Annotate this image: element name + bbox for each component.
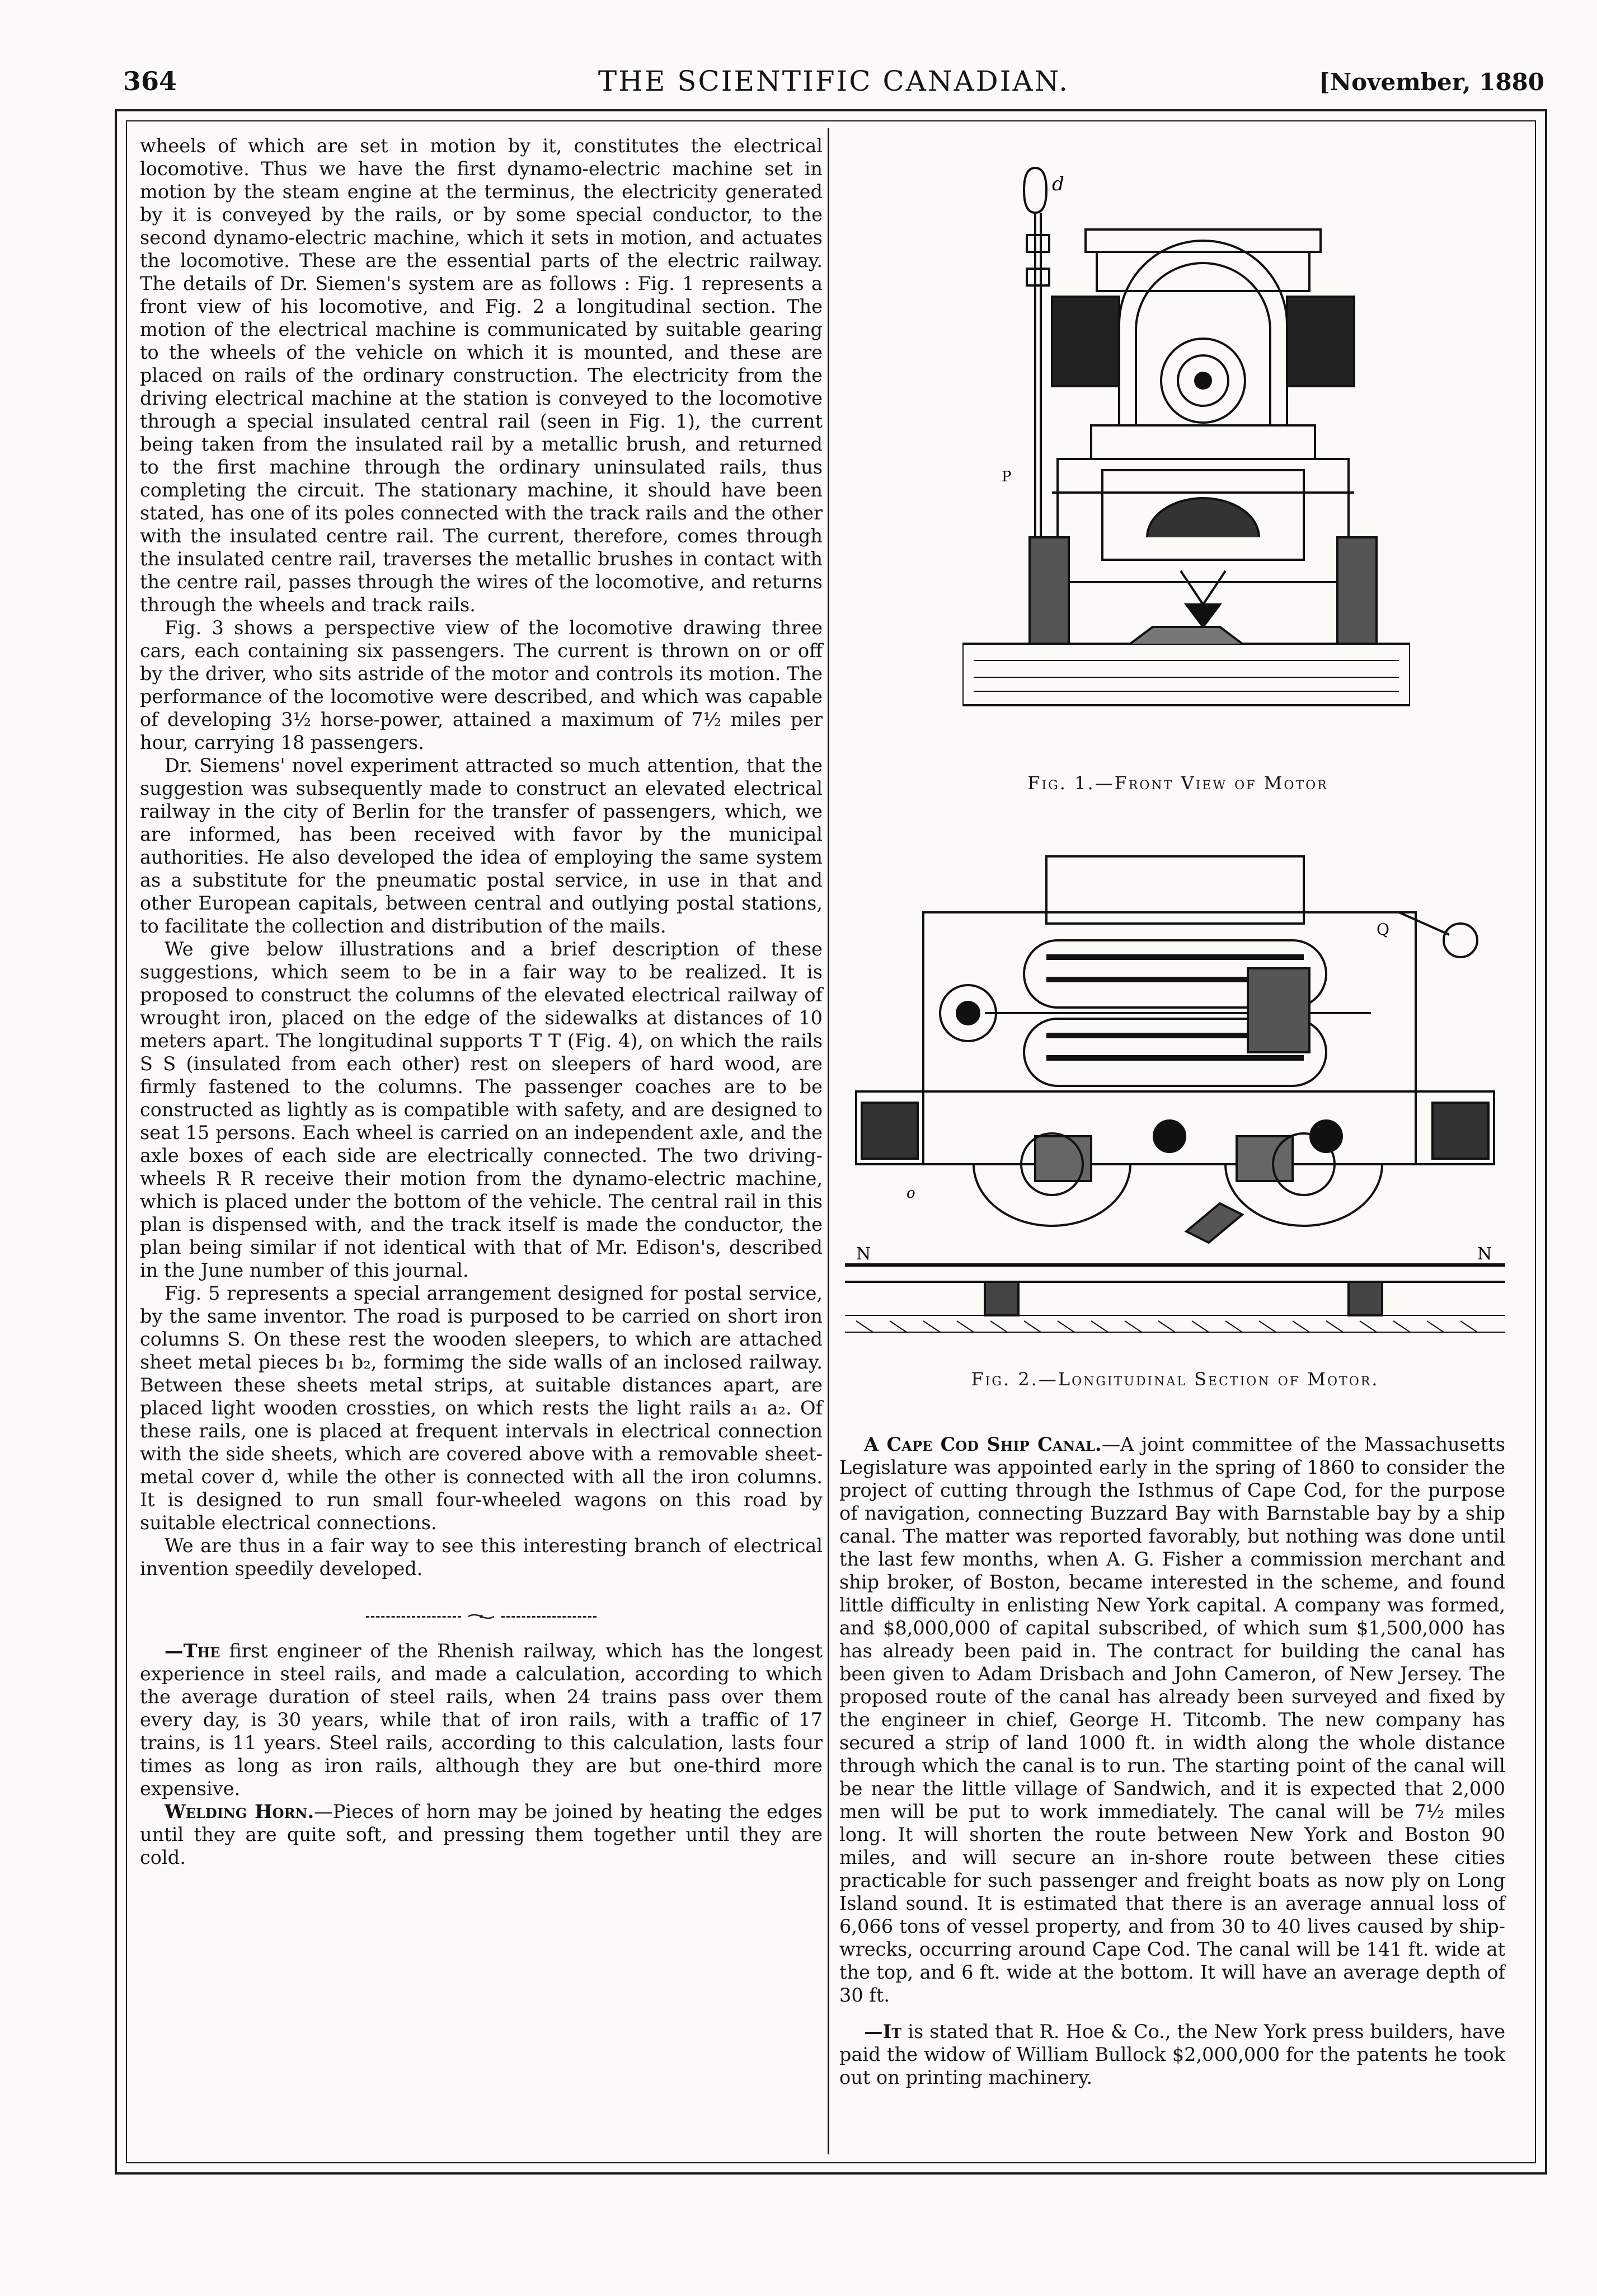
- cape-cod-body: —A joint committee of the Massachusetts Legislature was appointed early in the spring of 1860 to consider the project of cutting through the Isthmus of Cape Cod, for the purpose of navigation, connecting Buzzard Bay with Barnstable bay by a ship canal. The matter was reported favorably, but nothing was done until the last few months, when A. G. Fisher a commission merchant and ship broker, of Boston, became interested in the scheme, and found little difficulty in enlisting New York capital. A company was formed, and $8,000,000 of capital subscribed, of which sum $1,500,000 has has already been paid in. The contract for building the canal has been given to Adam Drisbach and John Cameron, of New Jersey. The proposed route of the canal has already been surveyed and fixed by the engineer in chief, George H. Titcomb. The new company has secured a strip of land 1000 ft. in width along the whole distance through which the canal is to run. The starting point of the canal will be near the little village of Sandwich, and it is expected that 2,000 men will be put to work immediately. The canal will be 7½ miles long. It will shorten the route between New York and Boston 90 miles, and will secure an in-shore route between these cities practicable for such passenger and freight boats as now ply on Long Island sound. It is estimated that there is an average annual loss of 6,066 tons of vessel property, and from 30 to 40 lives caused by ship-wrecks, occurring around Cape Cod. The canal will be 141 ft. wide at the top, and 6 ft. wide at the bottom. It will have an average depth of 30 ft.: [839, 1433, 1505, 2006]
- left-column: [140, 134, 823, 1869]
- fig1-label-p: P: [1002, 468, 1012, 485]
- hoe-lead: —It: [864, 2020, 902, 2042]
- cape-cod-lead: A Cape Cod Ship Canal.: [864, 1433, 1102, 1455]
- figure-1-caption: Fig. 1.—Front View of Motor: [1027, 772, 1328, 794]
- paragraph-postal-service: Fig. 5 represents a special arrangement designed for postal service, by the same inventor. The road is purposed to be carried on short iron columns S. On these rest the wooden sleepers, to which are attached sheet metal pieces b₁ b₂, formimg the side walls of an inclosed railway. Between these sheets metal strips, at suitable distances apart, are placed light wooden crossties, on which rests the light rails a₁ a₂. Of these rails, one is placed at frequent intervals in electrical connection with the side sheets, which are covered above with a removable sheet-metal cover d, while the other is connected with all the iron columns. It is designed to run small four-wheeled wagons on this road by suitable electrical connections.: [140, 1282, 823, 1534]
- paragraph-electric-locomotive: wheels of which are set in motion by it, constitutes the electrical locomotive. Thus we have the first dynamo-electric machine set in motion by the steam engine at the terminus, the electricity generated by it is conveyed by the rails, or by some special conductor, to the second dynamo-electric machine, which it sets in motion, and actuates the locomotive. These are the essential parts of the electric railway. The details of Dr. Siemen's system are as follows : Fig. 1 represents a front view of his locomotive, and Fig. 2 a longitudinal section. The motion of the electrical machine is communicated by suitable gearing to the wheels of the vehicle on which it is mounted, and these are placed on rails of the ordinary construction. The electricity from the driving electrical machine at the station is conveyed to the locomotive through a special insulated central rail (seen in Fig. 1), the current being taken from the insulated rail by a metallic brush, and returned to the first machine through the ordinary uninsulated rails, thus completing the circuit. The stationary machine, it should have been stated, has one of its poles connected with the track rails and the other with the insulated centre rail. The current, therefore, comes through the insulated centre rail, traverses the metallic brushes in contact with the centre rail, passes through the wires of the locomotive, and returns through the wheels and track rails.: [140, 135, 823, 616]
- fig2-label-q: Q: [1377, 920, 1389, 939]
- fig2-label-n-right: N: [1477, 1244, 1492, 1264]
- figure-1-front-view: [962, 146, 1410, 750]
- divider-flourish-icon: [467, 1613, 495, 1620]
- section-divider: [140, 1604, 823, 1615]
- issue-date: [November, 1880: [1318, 68, 1544, 96]
- paragraph-rhenish-rails: [140, 1639, 823, 1800]
- paragraph-welding-horn: [140, 1800, 823, 1869]
- paragraph-elevated-railway: We give below illustrations and a brief description of these suggestions, which seem to be in a fair way to be realized. It is proposed to construct the columns of the elevated electrical railway of wrought iron, placed on the edge of the sidewalks at distances of 10 meters apart. The longitudinal supports T T (Fig. 4), on which the rails S S (insulated from each other) rest on sleepers of hard wood, are firmly fastened to the columns. The passenger coaches are to be constructed as lightly as is compatible with safety, and are designed to seat 15 persons. Each wheel is carried on an independent axle, and the axle boxes of each side are electrically connected. The two driving-wheels R R receive their motion from the dynamo-electric machine, which is placed under the bottom of the vehicle. The central rail in this plan is dispensed with, and the track itself is made the conductor, the plan being similar if not identical with that of Mr. Edison's, described in the June number of this journal.: [140, 938, 823, 1281]
- figure-2-caption: Fig. 2.—Longitudinal Section of Motor.: [971, 1369, 1379, 1390]
- paragraph-cape-cod-canal: [839, 1433, 1505, 2007]
- paragraph-fig3: Fig. 3 shows a perspective view of the locomotive drawing three cars, each containing six passengers. The current is thrown on or off by the driver, who sits astride of the motor and controls its motion. The performance of the locomotive were described, and which was capable of developing 3½ horse-power, attained a maximum of 7½ miles per hour, carrying 18 passengers.: [140, 617, 823, 753]
- paragraph-hoe-bullock: [839, 2020, 1505, 2089]
- welding-lead: Welding Horn.: [165, 1800, 314, 1822]
- right-column: [839, 1433, 1505, 2089]
- welding-body: —Pieces of horn may be joined by heating the edges until they are quite soft, and pressing them together until they are cold.: [140, 1801, 823, 1868]
- rhenish-lead: —The: [165, 1639, 220, 1662]
- column-rule: [828, 128, 829, 2154]
- page-number: 364: [123, 66, 177, 96]
- fig1-label-d: d: [1052, 173, 1064, 195]
- rhenish-body: first engineer of the Rhenish railway, which has the longest experience in steel rails, and made a calculation, according to which the average duration of steel rails, when 24 trains pass over them every day, is 30 years, while that of iron rails, with a traffic of 17 trains, is 11 years. Steel rails, according to this calculation, lasts four times as long as iron rails, although they are but one-third more expensive.: [140, 1640, 823, 1800]
- page-header: [123, 60, 1544, 105]
- fig2-label-n-left: N: [856, 1244, 871, 1264]
- journal-title: THE SCIENTIFIC CANADIAN.: [598, 65, 1070, 97]
- figure-2-longitudinal-section: [845, 840, 1505, 1355]
- front-view-motor-drawing: [962, 146, 1410, 750]
- paragraph-siemens-experiment: Dr. Siemens' novel experiment attracted so much attention, that the suggestion was subsequently made to construct an elevated electrical railway in the city of Berlin for the transfer of passengers, which, we are informed, has been received with favor by the municipal authorities. He also developed the idea of employing the same system as a substitute for the pneumatic postal service, in use in that and other European capitals, between central and outlying postal stations, to facilitate the collection and distribution of the mails.: [140, 755, 823, 937]
- longitudinal-section-drawing: [845, 840, 1505, 1355]
- hoe-body: is stated that R. Hoe & Co., the New York press builders, have paid the widow of William Bullock $2,000,000 for the patents he took out on printing machinery.: [839, 2021, 1505, 2088]
- paragraph-conclusion: We are thus in a fair way to see this interesting branch of electrical invention speedily developed.: [140, 1535, 823, 1580]
- fig2-label-o: o: [906, 1185, 915, 1202]
